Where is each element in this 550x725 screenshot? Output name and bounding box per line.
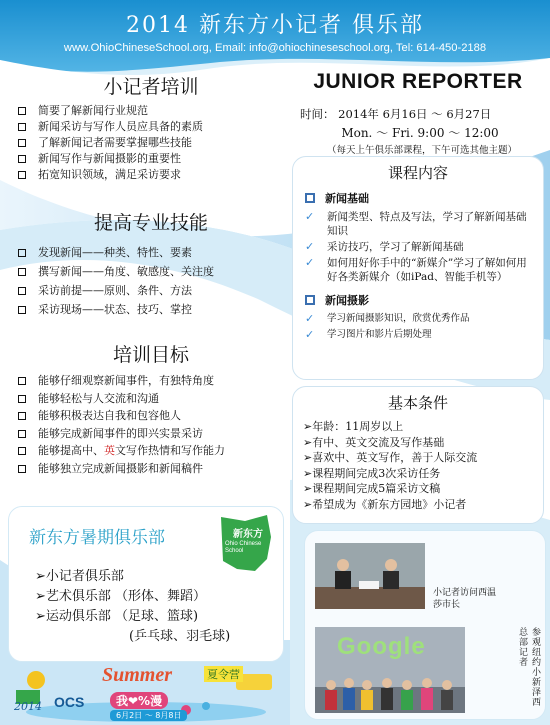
list-item: 能够仔细观察新闻事件，有独特角度 <box>16 374 291 392</box>
checkbox-icon <box>18 430 26 438</box>
list-item: 采访现场——状态、技巧、掌控 <box>16 303 286 322</box>
list-item: ➢有中、英文交流及写作基础 <box>303 435 445 449</box>
summer-banner <box>6 660 286 722</box>
list-item: ➢艺术俱乐部 （形体、舞蹈） <box>35 589 207 604</box>
camp-word: 夏令营 <box>204 666 243 682</box>
list-item: ➢年龄：11周岁以上 <box>303 420 404 433</box>
conditions-heading: 基本条件 <box>387 394 448 412</box>
checkbox-icon <box>18 287 26 295</box>
photo-people-icon <box>315 543 425 609</box>
check-icon: ✓ <box>305 328 315 341</box>
checkbox-icon <box>18 447 26 455</box>
list-item: 简要了解新闻行业规范 <box>16 104 286 120</box>
list-item: ✓ 采访技巧，学习了解新闻基础 <box>305 240 464 253</box>
checkbox-icon <box>305 193 315 203</box>
list-item: 能够积极表达自我和包容他人 <box>16 409 291 427</box>
conditions-list <box>303 419 543 512</box>
training-list <box>16 104 286 184</box>
list-item: ➢课程期间完成5篇采访文稿 <box>303 482 441 495</box>
schedule-hours: Mon. ～ Fri. 9:00 ～ 12:00 <box>341 126 499 140</box>
conditions-card <box>292 386 544 524</box>
list-item: 新闻写作与新闻摄影的重要性 <box>16 152 286 168</box>
list-item: ➢希望成为《新东方园地》小记者 <box>303 497 467 511</box>
club-list <box>35 567 275 647</box>
photos-card <box>304 530 546 720</box>
news-basics-subhead: 新闻基础 <box>305 190 543 206</box>
list-item: ➢运动俱乐部 （足球、篮球) <box>35 609 199 624</box>
goals-heading: 培训目标 <box>112 344 189 366</box>
list-item: 新闻采访与写作人员应具备的素质 <box>16 120 286 136</box>
checkbox-icon <box>18 155 26 163</box>
contact-line: www.OhioChineseSchool.org, Email: info@ohiochineseschool.org, Tel: 614-450-2188 <box>63 42 487 54</box>
checkbox-icon <box>18 123 26 131</box>
checkbox-icon <box>18 412 26 420</box>
list-item <box>16 444 291 462</box>
photo-list <box>305 312 529 342</box>
checkbox-icon <box>18 306 26 314</box>
ocs-text: OCS <box>54 694 85 710</box>
list-item: 能够独立完成新闻摄影和新闻稿件 <box>16 462 291 480</box>
page-title: 2014 新东方小记者 俱乐部 <box>126 13 424 38</box>
list-item: (乒乓球、羽毛球) <box>129 629 231 644</box>
logo-text: 新东方 <box>233 529 263 540</box>
basics-list <box>305 210 529 284</box>
schedule-dates: 时间： 2014年 6月16日 ～ 6月27日 <box>300 107 492 121</box>
google-visit-photo <box>315 627 465 713</box>
skills-list <box>16 246 286 322</box>
list-item: 拓宽知识领域，满足采访要求 <box>16 168 286 184</box>
check-icon: ✓ <box>305 312 315 325</box>
course-card <box>292 156 544 380</box>
checkbox-icon <box>18 268 26 276</box>
list-item: ✓ 如何用好你手中的“新媒介”学习了解如何用好各类新媒介（如iPad、智能手机等） <box>305 256 527 283</box>
banner-dates: 6月2日 ～ 8月8日 <box>110 710 187 721</box>
list-item: ✓ 学习图片和影片后期处理 <box>305 328 432 341</box>
banner-slogan: 我❤%漫 <box>110 692 168 709</box>
goal-highlighted-text: 能够提高中、英文写作热情和写作能力 <box>38 444 225 457</box>
list-item: 撰写新闻——角度、敏感度、关注度 <box>16 265 286 284</box>
goals-list <box>16 374 291 479</box>
check-icon: ✓ <box>305 210 315 223</box>
banner-year: 2014 <box>14 700 42 713</box>
checkbox-icon <box>18 465 26 473</box>
checkbox-icon <box>18 377 26 385</box>
news-photo-subhead: 新闻摄影 <box>305 292 543 308</box>
list-item: 能够轻松与人交流和沟通 <box>16 392 291 410</box>
check-icon: ✓ <box>305 240 315 253</box>
list-item: 发现新闻——种类、特性、要素 <box>16 246 286 265</box>
checkbox-icon <box>18 249 26 257</box>
photo-caption-1: 小记者访问西温莎市长 <box>433 588 497 610</box>
checkbox-icon <box>305 295 315 305</box>
mayor-visit-photo <box>315 543 425 609</box>
google-wall-text: Google <box>337 633 426 660</box>
skills-heading: 提高专业技能 <box>93 212 208 234</box>
highlight-char: 英 <box>104 444 115 457</box>
list-item: ➢小记者俱乐部 <box>35 569 124 584</box>
schedule-note: （每天上午俱乐部课程，下午可选其他主题） <box>326 145 517 156</box>
training-heading: 小记者培训 <box>103 76 199 98</box>
check-icon: ✓ <box>305 256 315 269</box>
junior-reporter-heading: JUNIOR REPORTER <box>313 70 523 93</box>
summer-club-card <box>8 506 284 662</box>
list-item: 能够完成新闻事件的即兴实景采访 <box>16 427 291 445</box>
summer-club-heading: 新东方暑期俱乐部 <box>29 528 165 548</box>
list-item: ✓ 学习新闻摄影知识，欣赏优秀作品 <box>305 312 470 325</box>
checkbox-icon <box>18 107 26 115</box>
checkbox-icon <box>18 139 26 147</box>
logo-subtext: Ohio Chinese School <box>225 541 262 554</box>
list-item: ➢课程期间完成3次采访任务 <box>303 466 441 480</box>
checkbox-icon <box>18 395 26 403</box>
checkbox-icon <box>18 171 26 179</box>
course-heading: 课程内容 <box>387 164 448 182</box>
photo-caption-2: 参观纽约小新泽西总部记者 <box>517 627 540 707</box>
list-item: ➢喜欢中、英文写作，善于人际交流 <box>303 451 478 464</box>
list-item: ✓ 新闻类型、特点及写法，学习了解新闻基础知识 <box>305 210 527 237</box>
list-item: 采访前提——原则、条件、方法 <box>16 284 286 303</box>
summer-word: Summer <box>102 664 173 686</box>
list-item: 了解新闻记者需要掌握哪些技能 <box>16 136 286 152</box>
